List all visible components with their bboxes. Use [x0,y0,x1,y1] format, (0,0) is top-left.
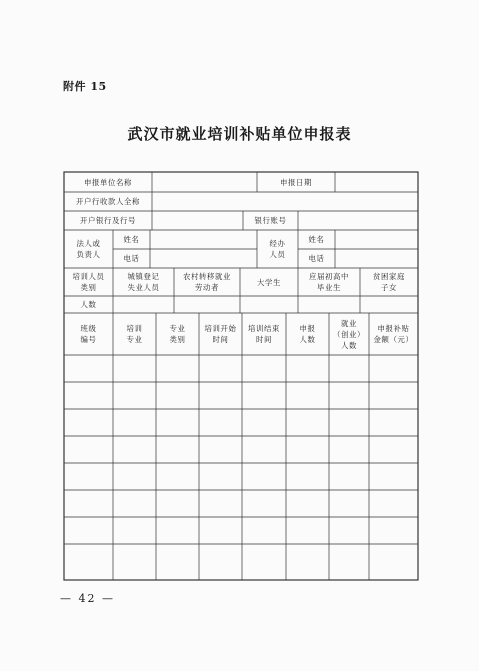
category-unemployed: 城镇登记 失业人员 [127,272,160,292]
column-header: 就业 （创业） 人数 [333,318,365,350]
column-header: 班级 编号 [80,324,97,344]
count-poor-field[interactable] [360,296,418,313]
handler-name-field[interactable] [335,230,418,249]
count-label: 人数 [80,300,97,309]
column-header: 申报 人数 [299,324,316,344]
handler-label: 经办 人员 [269,239,286,259]
payee-label: 开户行收款人全称 [76,197,140,206]
legal-rep-phone-field[interactable] [150,249,257,268]
column-header: 培训 专业 [126,324,143,344]
legal-rep-phone-label: 电话 [123,254,140,263]
payee-field[interactable] [152,192,418,211]
handler-phone-field[interactable] [335,249,418,268]
report-date-field[interactable] [335,172,418,192]
column-header: 培训结束 时间 [248,324,280,344]
account-label: 银行账号 [254,216,287,225]
count-rural-field[interactable] [174,296,240,313]
category-college-students: 大学生 [257,277,281,287]
bank-label: 开户银行及行号 [80,216,136,225]
count-graduates-field[interactable] [298,296,360,313]
column-header: 申报补贴 金额（元） [373,324,414,344]
category-label: 培训人员 类别 [72,272,105,292]
category-rural-workers: 农村转移就业 劳动者 [183,272,231,292]
category-poor-family: 贫困家庭 子女 [373,272,405,292]
unit-name-label: 申报单位名称 [84,177,132,187]
handler-phone-label: 电话 [308,254,325,263]
column-header: 专业 类别 [169,324,186,344]
legal-rep-name-label: 姓名 [123,235,140,244]
page-number: — 42 — [60,592,115,605]
bank-field[interactable] [152,211,243,230]
count-college-field[interactable] [240,296,298,313]
legal-rep-label: 法人或 负责人 [76,239,101,259]
column-header: 培训开始 时间 [204,324,237,344]
legal-rep-name-field[interactable] [150,230,257,249]
attachment-label: 附件 15 [63,80,107,93]
handler-name-label: 姓名 [308,235,325,244]
unit-name-field[interactable] [152,172,257,192]
account-field[interactable] [298,211,418,230]
count-unemployed-field[interactable] [113,296,174,313]
category-graduates: 应届初高中 毕业生 [309,272,349,292]
form-title: 武汉市就业培训补贴单位申报表 [127,125,352,143]
report-date-label: 申报日期 [280,177,312,187]
